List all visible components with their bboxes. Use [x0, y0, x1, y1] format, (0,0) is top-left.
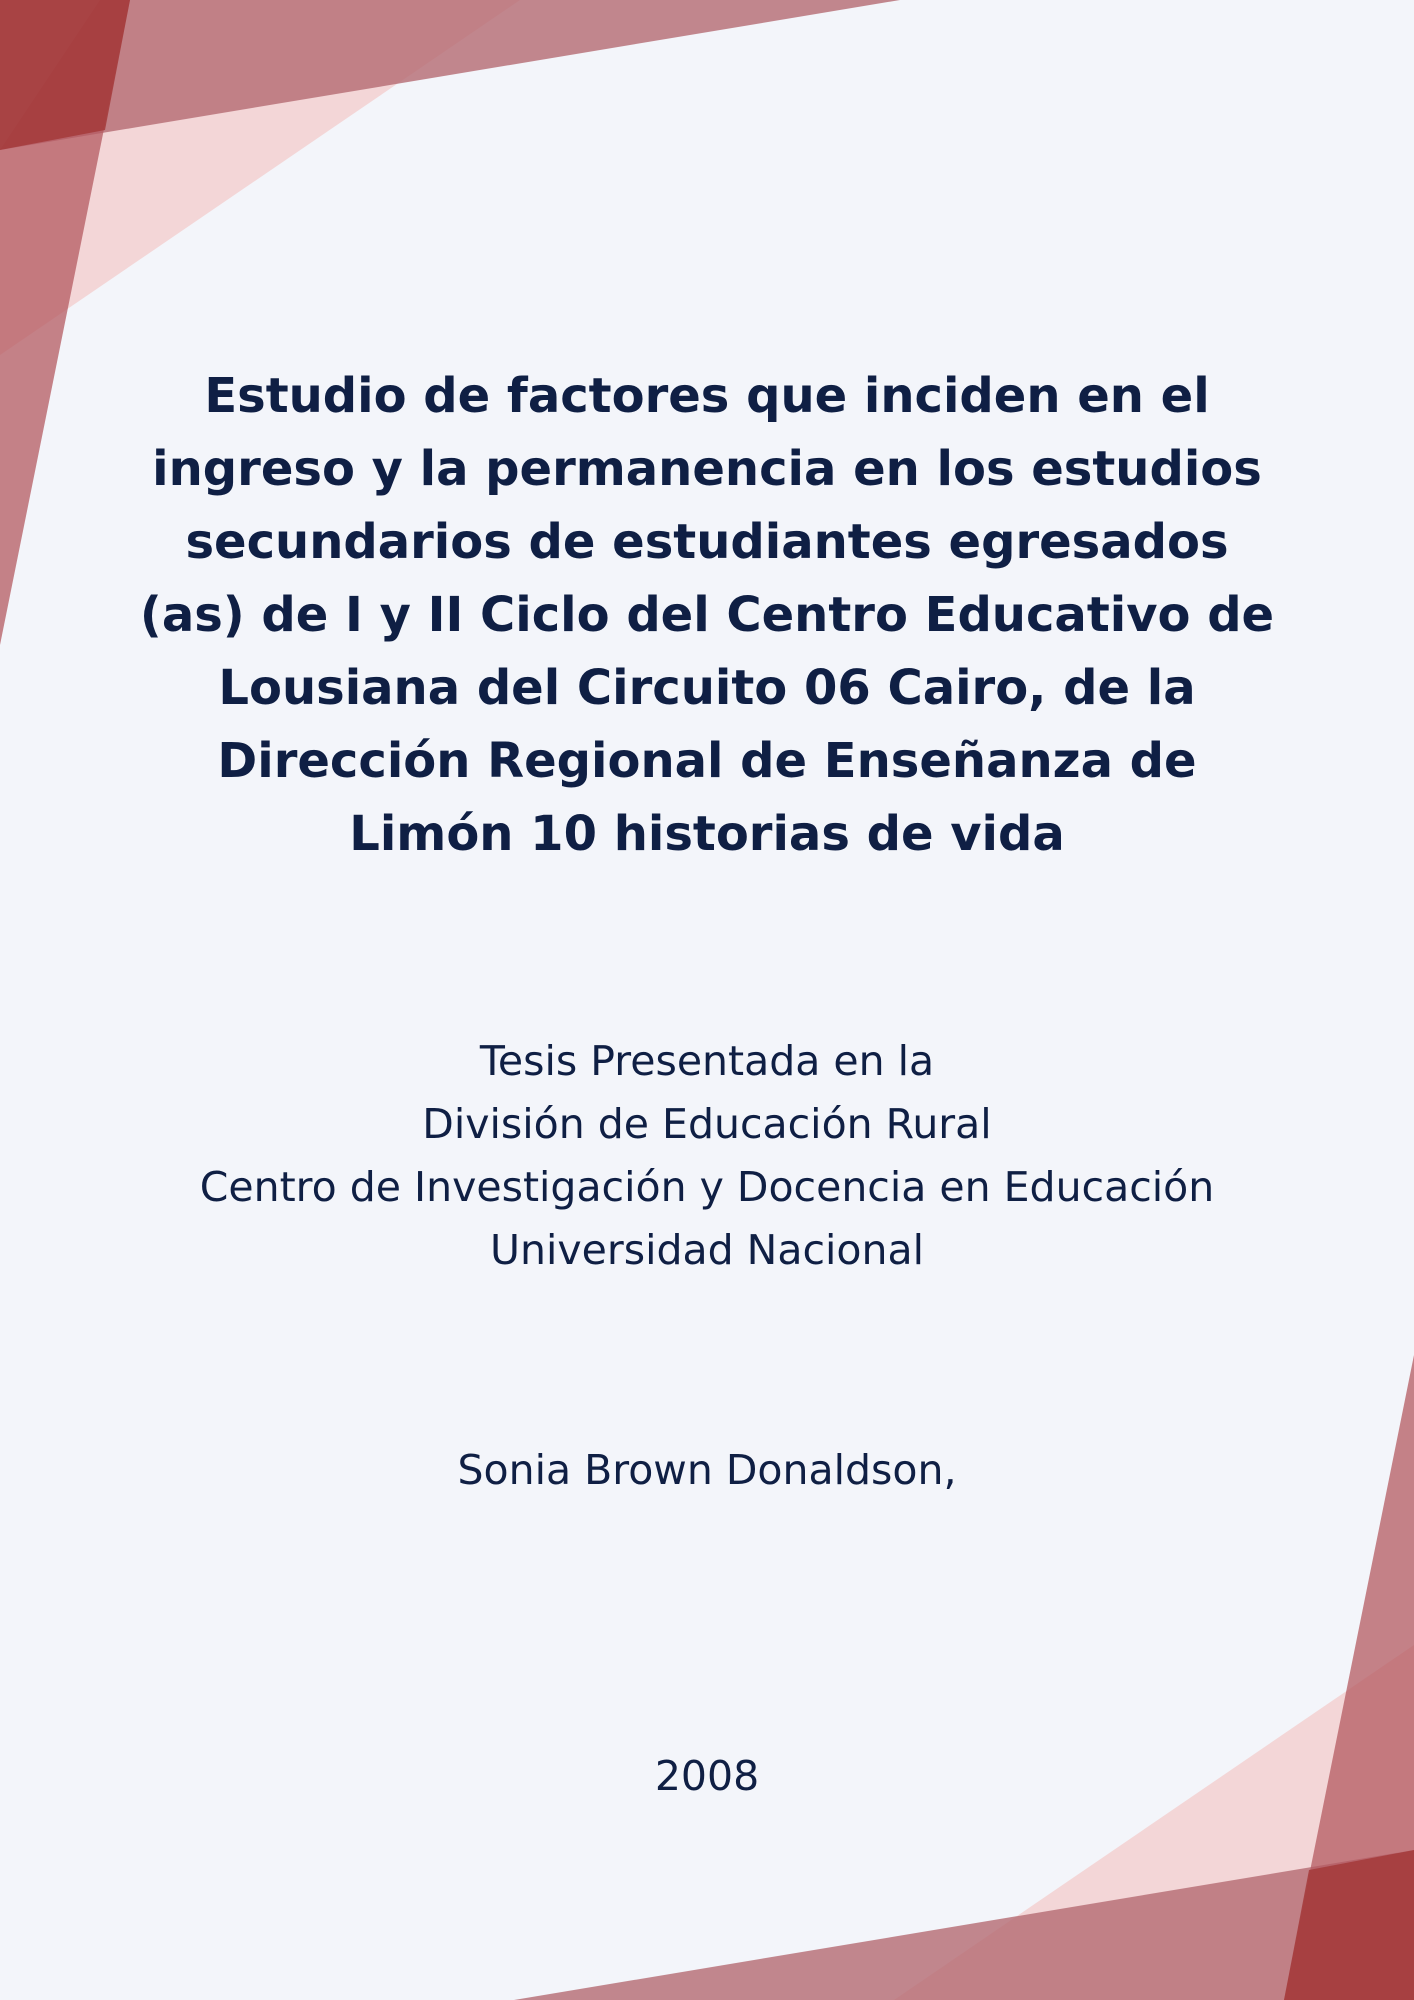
institution-block [100, 1030, 1314, 1282]
title-line-2: ingreso y la permanencia en los estudios [152, 441, 1262, 497]
author-name: Sonia Brown Donaldson, [457, 1446, 957, 1494]
publication-year: 2008 [654, 1752, 760, 1800]
title-line-5: Lousiana del Circuito 06 Cairo, de la [218, 660, 1196, 716]
title-line-4: (as) de I y II Ciclo del Centro Educativo de [139, 587, 1275, 643]
subtitle-line-4: Universidad Nacional [489, 1226, 924, 1274]
subtitle-line-1: Tesis Presentada en la [479, 1037, 935, 1085]
decor-top-left-mauve [0, 0, 900, 150]
title-line-1: Estudio de factores que inciden en el [204, 368, 1210, 424]
decor-bottom-right-mauve [514, 1850, 1414, 2000]
subtitle-line-3: Centro de Investigación y Docencia en Educación [199, 1163, 1215, 1211]
subtitle-line-2: División de Educación Rural [422, 1100, 992, 1148]
title-line-7: Limón 10 historias de vida [349, 806, 1065, 862]
title-line-3: secundarios de estudiantes egresados [185, 514, 1229, 570]
title-line-6: Dirección Regional de Enseñanza de [217, 733, 1197, 789]
thesis-title [120, 360, 1294, 871]
